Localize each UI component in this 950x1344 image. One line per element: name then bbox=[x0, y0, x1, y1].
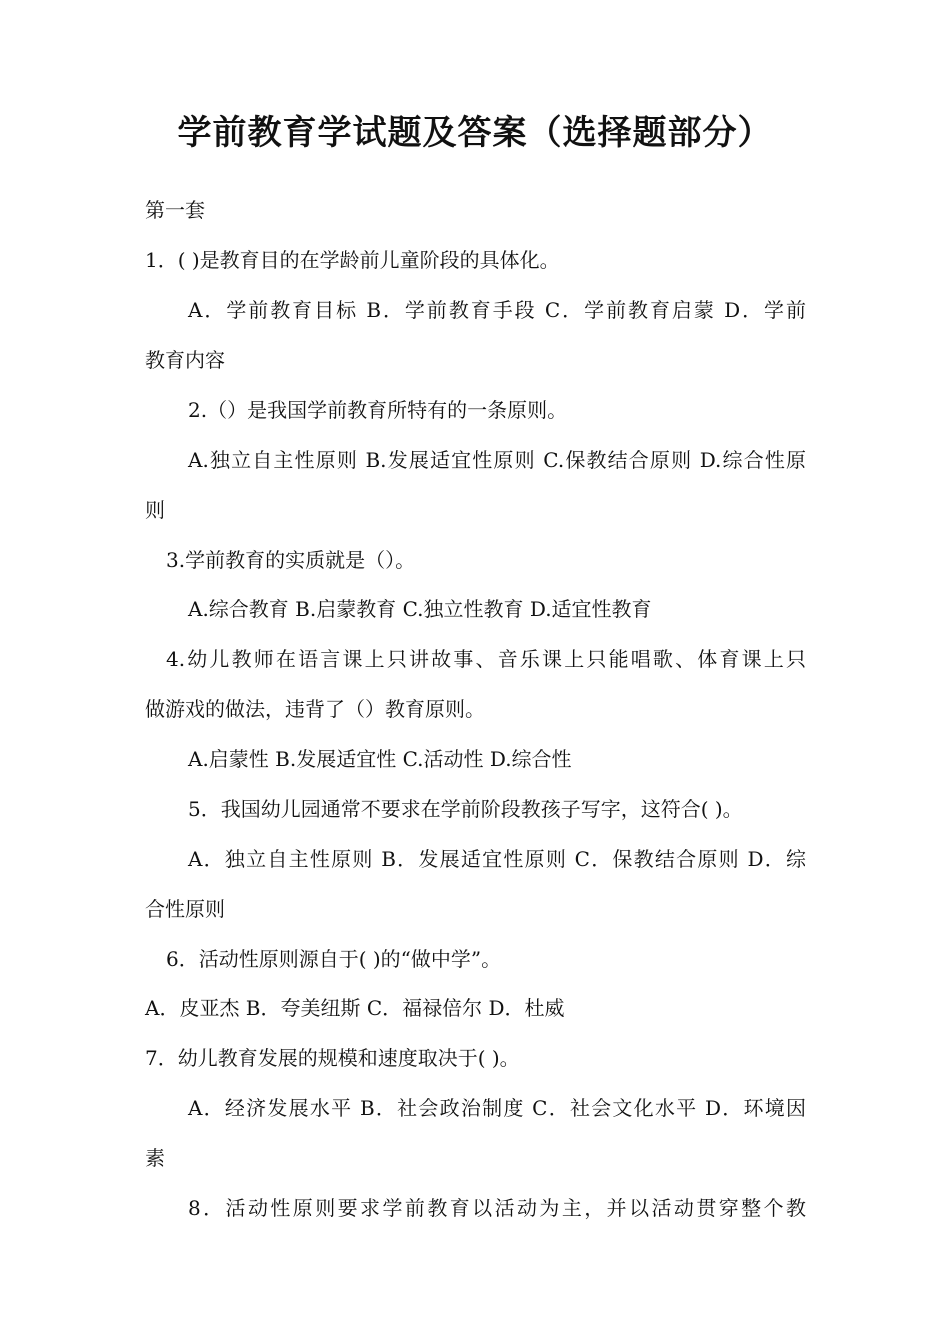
question-4-options: A.启蒙性 B.发展适宜性 C.活动性 D.综合性 bbox=[188, 747, 572, 771]
question-7-options-cont: 素 bbox=[145, 1146, 165, 1170]
question-6-options: A．皮亚杰 B．夸美纽斯 C．福禄倍尔 D．杜威 bbox=[145, 996, 565, 1020]
question-2-options: A.独立自主性原则 B.发展适宜性原则 C.保教结合原则 D.综合性原 bbox=[188, 448, 806, 472]
question-6: 6．活动性原则源自于( )的“做中学”。 bbox=[166, 947, 502, 971]
question-1-options: A．学前教育目标 B．学前教育手段 C．学前教育启蒙 D．学前 bbox=[188, 298, 806, 322]
question-2: 2.（）是我国学前教育所特有的一条原则。 bbox=[188, 398, 568, 422]
question-1: 1．( )是教育目的在学龄前儿童阶段的具体化。 bbox=[145, 248, 560, 272]
question-7-options: A．经济发展水平 B．社会政治制度 C．社会文化水平 D．环境因 bbox=[188, 1096, 806, 1120]
question-7: 7．幼儿教育发展的规模和速度取决于( )。 bbox=[145, 1046, 520, 1070]
question-5-options: A．独立自主性原则 B．发展适宜性原则 C．保教结合原则 D．综 bbox=[188, 847, 806, 871]
question-4: 4.幼儿教师在语言课上只讲故事、音乐课上只能唱歌、体育课上只 bbox=[166, 647, 806, 671]
question-3: 3.学前教育的实质就是（）。 bbox=[166, 548, 416, 572]
question-1-options-cont: 教育内容 bbox=[145, 348, 225, 372]
question-8: 8．活动性原则要求学前教育以活动为主，并以活动贯穿整个教 bbox=[188, 1196, 806, 1220]
question-2-options-cont: 则 bbox=[145, 498, 165, 522]
question-5: 5．我国幼儿园通常不要求在学前阶段教孩子写字，这符合( )。 bbox=[188, 797, 743, 821]
document-title: 学前教育学试题及答案（选择题部分） bbox=[177, 113, 773, 153]
question-3-options: A.综合教育 B.启蒙教育 C.独立性教育 D.适宜性教育 bbox=[188, 597, 652, 621]
set-label: 第一套 bbox=[145, 198, 205, 222]
question-4-cont: 做游戏的做法，违背了（）教育原则。 bbox=[145, 697, 485, 721]
question-5-options-cont: 合性原则 bbox=[145, 897, 225, 921]
